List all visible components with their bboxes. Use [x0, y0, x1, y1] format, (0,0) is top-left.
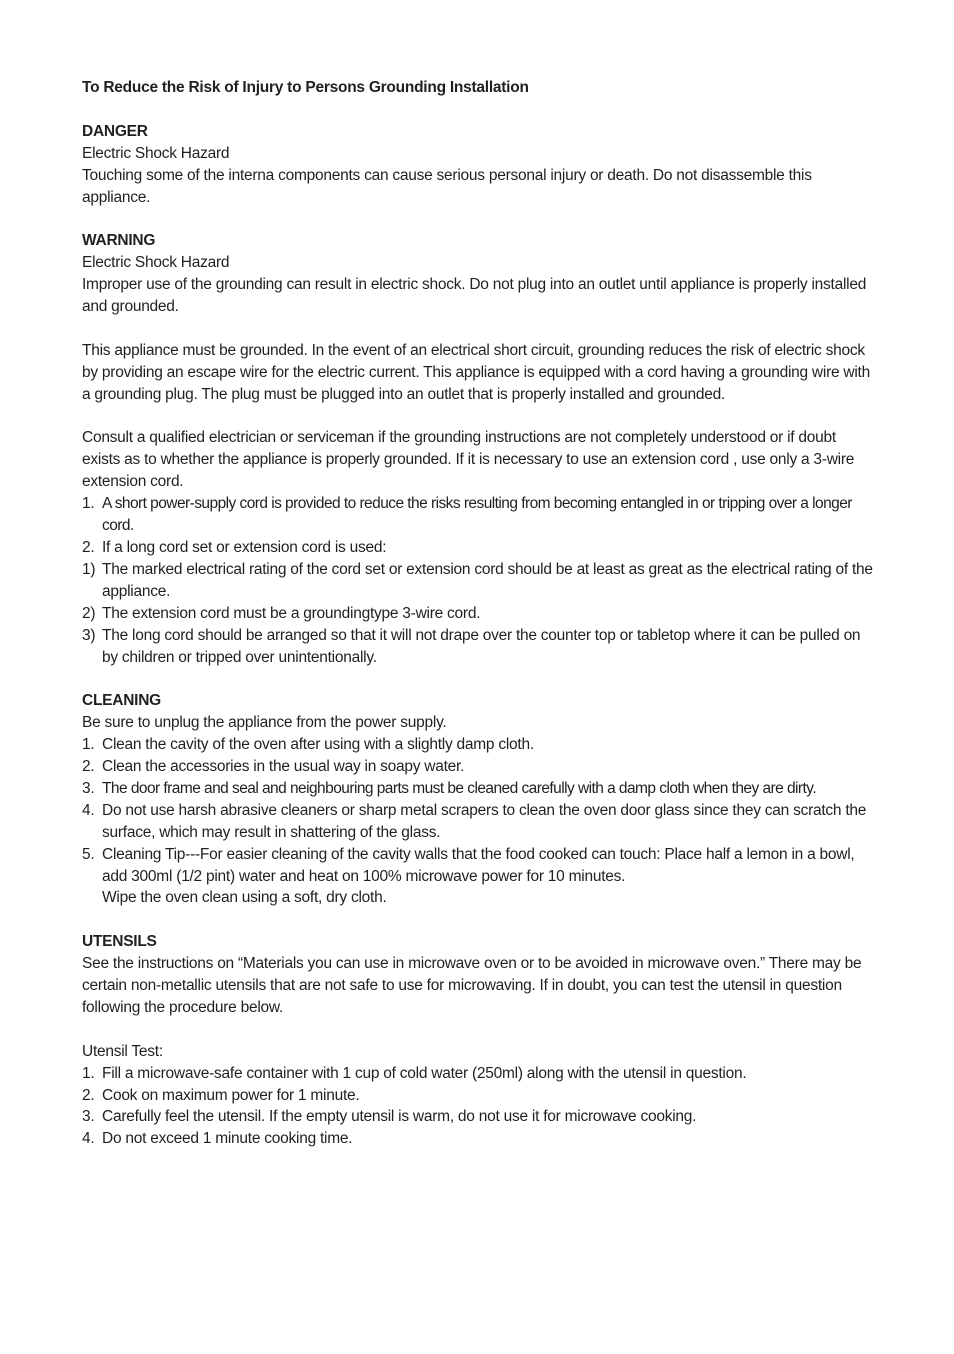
- danger-heading: DANGER: [82, 122, 148, 140]
- list-item: [82, 1085, 874, 1107]
- list-item: [82, 625, 874, 669]
- list-item-text: Do not exceed 1 minute cooking time.: [102, 1130, 353, 1148]
- list-item-text: Do not use harsh abrasive cleaners or sharp metal scrapers to clean the oven door glass since they can scratch the surface, which may result in shattering of the glass.: [102, 801, 867, 841]
- list-item-number: 4.: [82, 801, 95, 819]
- utensil-test-heading: Utensil Test:: [82, 1042, 163, 1060]
- list-item-text: Clean the cavity of the oven after using with a slightly damp cloth.: [102, 736, 534, 754]
- list-item-text: If a long cord set or extension cord is used:: [102, 538, 387, 556]
- list-item-number: 5.: [82, 845, 95, 863]
- list-item: [82, 1128, 874, 1150]
- list-item-text: Fill a microwave-safe container with 1 cup of cold water (250ml) along with the utensil in question.: [102, 1064, 747, 1082]
- cleaning-section: [82, 690, 874, 909]
- list-item-text: Cook on maximum power for 1 minute.: [102, 1086, 360, 1104]
- document-page: [82, 77, 874, 1150]
- list-item-number: 4.: [82, 1130, 95, 1148]
- list-item: [82, 734, 874, 756]
- list-item-number: 2.: [82, 758, 95, 776]
- list-item-number: 3.: [82, 1108, 95, 1126]
- warning-subheading: Electric Shock Hazard: [82, 254, 230, 272]
- list-item: [82, 756, 874, 778]
- list-item-text: Cleaning Tip---For easier cleaning of the cavity walls that the food cooked can touch: Place half a lemon in a bowl, add 300ml (1/2 pint) water and heat on 100% microwave power for 10 minutes.: [102, 845, 855, 885]
- danger-text: Touching some of the interna components can cause serious personal injury or death. Do not disassemble this appliance.: [82, 166, 812, 206]
- utensils-text: See the instructions on “Materials you can use in microwave oven or to be avoided in microwave oven.” There may be certain non-metallic utensils that are not safe to use for microwaving. If in doubt, you can test the utensil in question following the procedure below.: [82, 955, 862, 1016]
- list-item: [82, 493, 874, 537]
- utensils-section: [82, 931, 874, 1150]
- cleaning-intro: Be sure to unplug the appliance from the power supply.: [82, 714, 447, 732]
- danger-subheading: Electric Shock Hazard: [82, 144, 230, 162]
- list-item-text: A short power-supply cord is provided to reduce the risks resulting from becoming entangled in or tripping over a longer cord.: [102, 495, 852, 535]
- list-item-number: 1.: [82, 736, 95, 754]
- grounding-paragraph: Consult a qualified electrician or serviceman if the grounding instructions are not completely understood or if doubt exists as to whether the appliance is properly grounded. If it is necessary to use an extension cord , use only a 3-wire extension cord.: [82, 429, 855, 491]
- spacer: [82, 909, 874, 931]
- list-item-text: Carefully feel the utensil. If the empty utensil is warm, do not use it for microwave cooking.: [102, 1108, 697, 1126]
- list-item-number: 2.: [82, 538, 95, 556]
- list-item: [82, 603, 874, 625]
- list-item-number: 2.: [82, 1086, 95, 1104]
- list-item-number: 3): [82, 626, 96, 644]
- list-item: [82, 1106, 874, 1128]
- list-item: [82, 559, 874, 603]
- list-item: [82, 537, 874, 559]
- list-item-number: 1.: [82, 1064, 95, 1082]
- warning-section: [82, 230, 874, 318]
- list-item-number: 3.: [82, 779, 95, 797]
- list-item-text: Clean the accessories in the usual way in soapy water.: [102, 758, 465, 776]
- list-item: [82, 1063, 874, 1085]
- grounding-section: [82, 340, 874, 669]
- spacer: [82, 99, 874, 121]
- danger-section: [82, 121, 874, 209]
- list-item: [82, 844, 874, 910]
- cleaning-heading: CLEANING: [82, 692, 161, 710]
- warning-heading: WARNING: [82, 232, 156, 250]
- spacer: [82, 318, 874, 340]
- list-item-text: The marked electrical rating of the cord set or extension cord should be at least as great as the electrical rating of the appliance.: [102, 560, 873, 600]
- spacer: [82, 668, 874, 690]
- list-item-number: 1.: [82, 495, 95, 513]
- list-item-number: 2): [82, 604, 96, 622]
- list-item: [82, 778, 874, 800]
- warning-text: Improper use of the grounding can result in electric shock. Do not plug into an outlet until appliance is properly installed and grounded.: [82, 276, 867, 316]
- utensils-heading: UTENSILS: [82, 933, 157, 951]
- list-item-body: [102, 844, 874, 910]
- grounding-paragraph: This appliance must be grounded. In the event of an electrical short circuit, grounding reduces the risk of electric shock by providing an escape wire for the electric current. This appliance is equipped with a cord having a grounding wire with a grounding plug. The plug must be plugged into an outlet that is properly installed and grounded.: [82, 341, 870, 403]
- list-item: [82, 800, 874, 844]
- list-item-text: The long cord should be arranged so that it will not drape over the counter top or tabletop where it can be pulled on by children or tripped over unintentionally.: [102, 626, 861, 666]
- spacer: [82, 1019, 874, 1041]
- list-item-text: Wipe the oven clean using a soft, dry cloth.: [102, 889, 387, 907]
- list-item-text: The extension cord must be a groundingtype 3-wire cord.: [102, 604, 481, 622]
- list-item-number: 1): [82, 560, 96, 578]
- list-item-text: The door frame and seal and neighbouring parts must be cleaned carefully with a damp cloth when they are dirty.: [102, 779, 817, 797]
- spacer: [82, 406, 874, 428]
- document-title: To Reduce the Risk of Injury to Persons Grounding Installation: [82, 79, 529, 96]
- spacer: [82, 208, 874, 230]
